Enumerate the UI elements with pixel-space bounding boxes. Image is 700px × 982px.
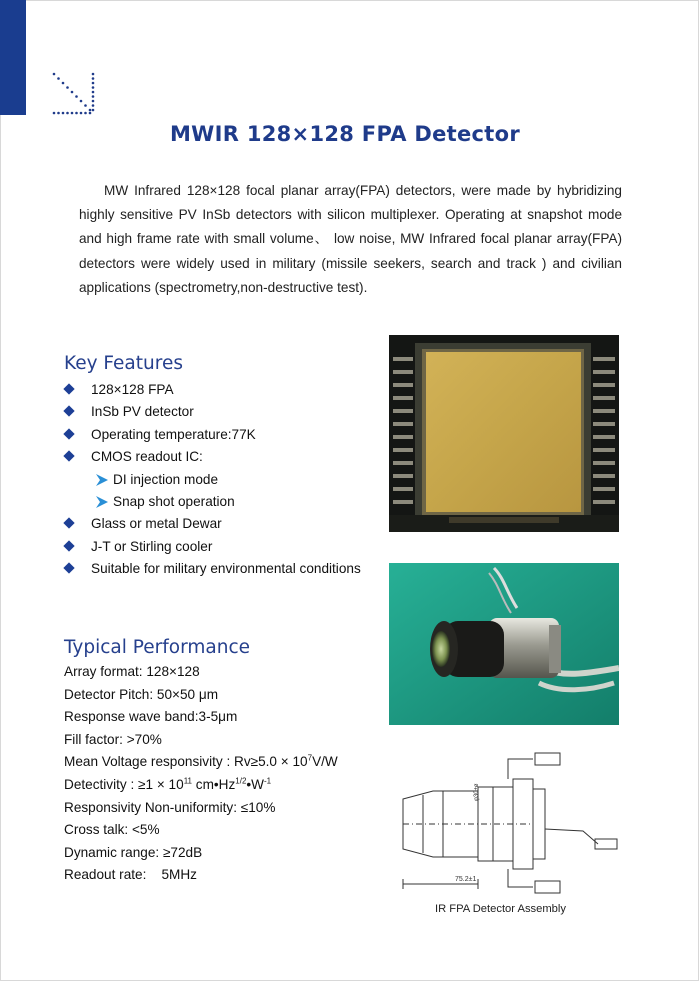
feature-item <box>64 379 361 401</box>
intro-paragraph <box>79 179 622 300</box>
feature-text: Glass or metal Dewar <box>91 516 222 532</box>
feature-text: Operating temperature:77K <box>91 426 256 442</box>
corner-accent-bar <box>0 0 26 115</box>
diamond-bullet-icon <box>63 518 74 529</box>
perf-non-uniformity: Responsivity Non-uniformity: ≤10% <box>64 799 276 815</box>
diameter-dimension-label: φ30±ø <box>474 783 480 801</box>
diamond-bullet-icon <box>63 406 74 417</box>
feature-item <box>64 446 361 468</box>
dotted-arrow-logo <box>50 70 96 116</box>
typical-performance-heading: Typical Performance <box>64 637 251 658</box>
feature-text: InSb PV detector <box>91 404 194 420</box>
performance-list <box>64 661 338 887</box>
intro-text: MW Infrared 128×128 focal planar array(FPA) detectors, were made by hybridizing highly sensitive PV InSb detectors with silicon multiplexer. Operating at snapshot mode and high frame rate with small volume、 low noise, MW Infrared focal planar array(FPA) detectors were widely used in military (missile seekers, search and track ) and civilian applications (spectrometry,non-destructive test). <box>79 183 622 295</box>
fpa-die-photo <box>389 335 619 532</box>
perf-dynamic-range: Dynamic range: ≥72dB <box>64 844 203 860</box>
key-features-heading: Key Features <box>64 353 183 374</box>
length-dimension-label: 75.2±1 <box>455 876 477 883</box>
feature-item <box>64 536 361 558</box>
feature-item <box>64 513 361 535</box>
feature-item <box>64 558 361 580</box>
key-features-list <box>64 379 361 581</box>
perf-response-band: Response wave band:3-5μm <box>64 709 238 725</box>
arrow-bullet-icon <box>95 473 109 487</box>
perf-responsivity: Mean Voltage responsivity : $Rv\ge 5.0 \times 10^7V/W$ <box>64 753 338 770</box>
perf-detectivity: Detectivity : $\ge 1 \times 10^{11}$ $cm•Hz^{1/2}•W^{-1}$ <box>64 776 272 792</box>
feature-subitem <box>64 469 361 491</box>
perf-readout-rate: Readout rate: 5MHz <box>64 867 197 883</box>
feature-item <box>64 401 361 423</box>
perf-cross-talk: Cross talk: <5% <box>64 822 160 838</box>
diamond-bullet-icon <box>63 428 74 439</box>
page-title: MWIR 128×128 FPA Detector <box>169 122 521 146</box>
feature-text: 128×128 FPA <box>91 382 174 397</box>
feature-text: Suitable for military environmental conditions <box>91 561 361 577</box>
drawing-caption: IR FPA Detector Assembly <box>435 903 566 915</box>
perf-array-format: Array format: 128×128 <box>64 664 200 679</box>
diamond-bullet-icon <box>63 383 74 394</box>
feature-subitem <box>64 491 361 513</box>
perf-detector-pitch: Detector Pitch: 50×50 μm <box>64 686 219 702</box>
feature-text: CMOS readout IC: <box>91 449 203 465</box>
assembly-drawing <box>383 749 633 897</box>
dewar-photo <box>389 563 619 725</box>
feature-item <box>64 424 361 446</box>
diamond-bullet-icon <box>63 540 74 551</box>
perf-fill-factor: Fill factor: >70% <box>64 731 162 747</box>
arrow-bullet-icon <box>95 495 109 509</box>
diamond-bullet-icon <box>63 562 74 573</box>
diamond-bullet-icon <box>63 451 74 462</box>
feature-subitem-text: Snap shot operation <box>113 493 235 509</box>
feature-subitem-text: DI injection mode <box>113 471 219 487</box>
feature-text: J-T or Stirling cooler <box>91 538 213 554</box>
